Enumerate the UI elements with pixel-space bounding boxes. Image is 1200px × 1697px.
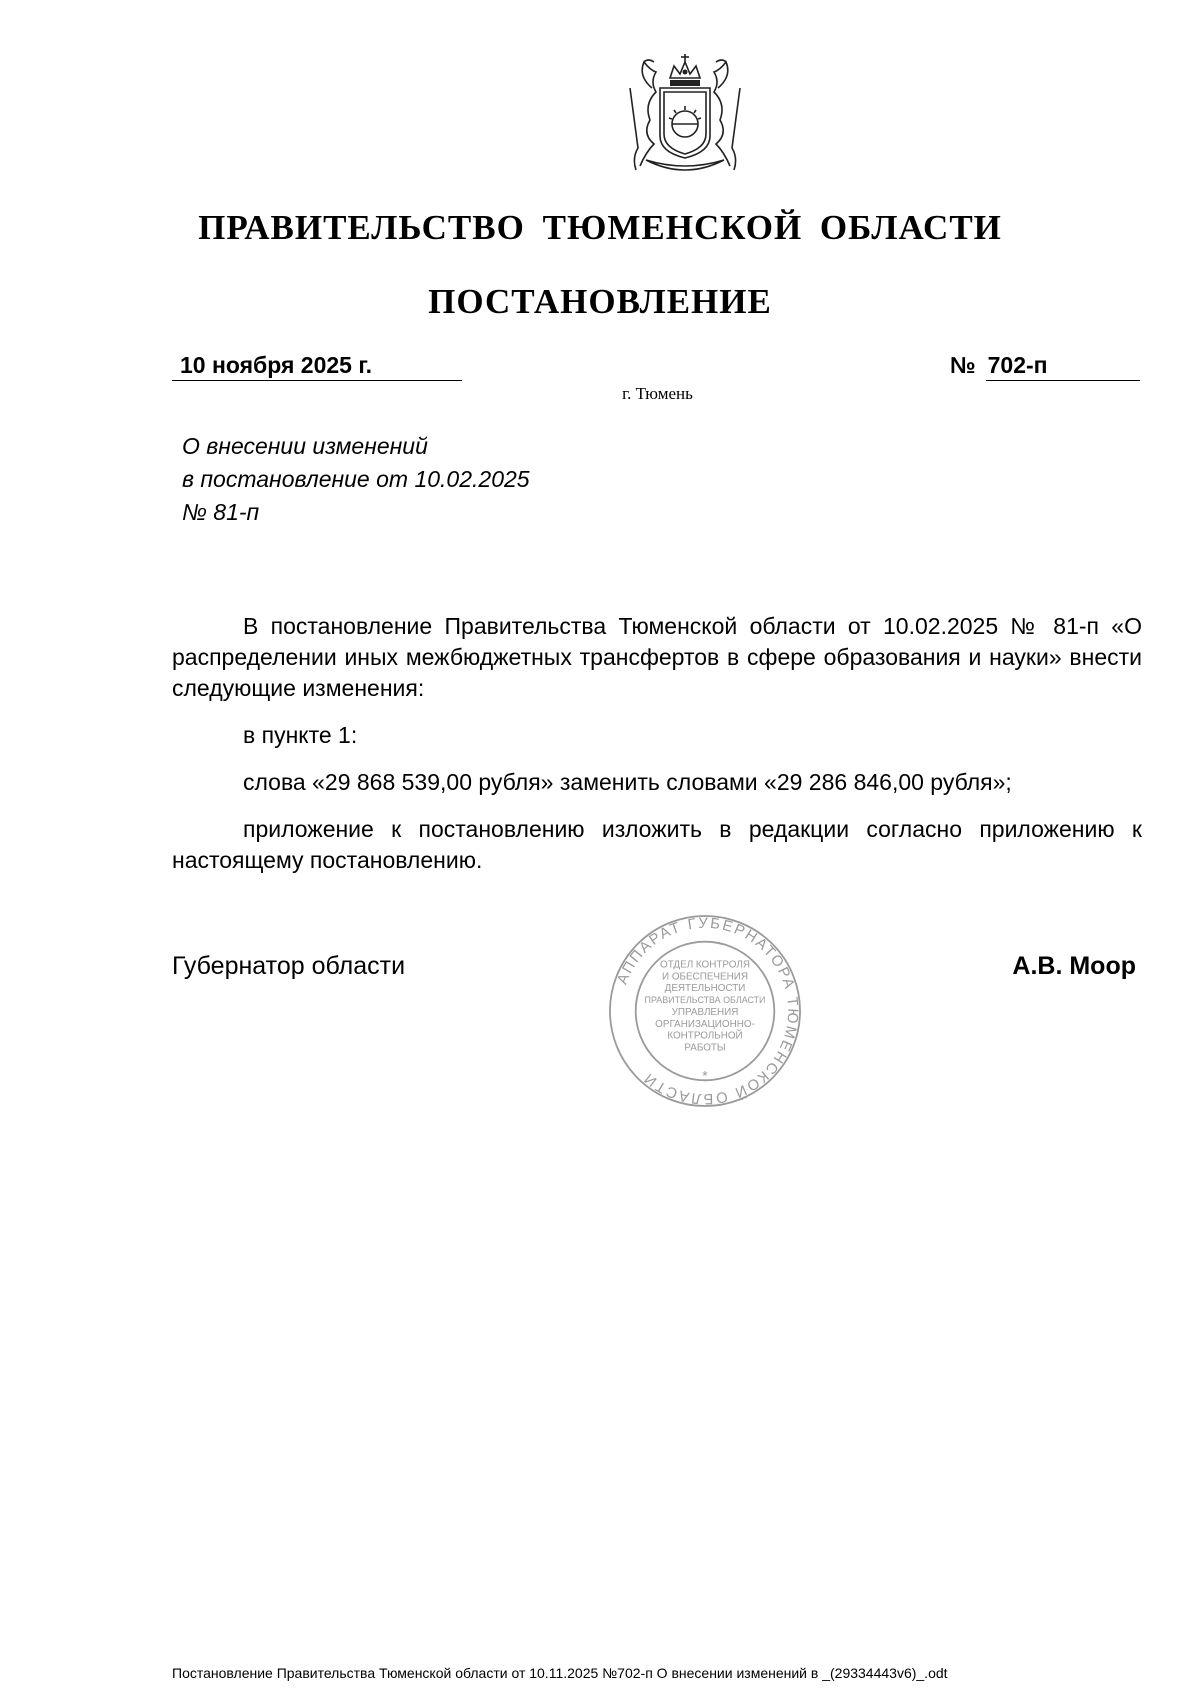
stamp-outer-text: АППАРАТ ГУБЕРНАТОРА ТЮМЕНСКОЙ ОБЛАСТИ bbox=[614, 915, 801, 1107]
document-number-field bbox=[950, 352, 1140, 381]
document-date: 10 ноября 2025 г. bbox=[172, 352, 462, 381]
stamp-inner-line: ДЕЯТЕЛЬНОСТИ bbox=[664, 983, 746, 995]
official-stamp bbox=[606, 912, 804, 1110]
subject-line: № 81-п bbox=[182, 499, 260, 525]
stamp-inner-line: ПРАВИТЕЛЬСТВА ОБЛАСТИ bbox=[644, 995, 766, 1006]
stamp-inner-line: ОТДЕЛ КОНТРОЛЯ bbox=[660, 959, 750, 971]
signer-name: А.В. Моор bbox=[1012, 952, 1136, 980]
stamp-inner-line: И ОБЕСПЕЧЕНИЯ bbox=[662, 971, 748, 983]
stamp-inner-line: УПРАВЛЕНИЯ bbox=[671, 1006, 739, 1018]
stamp-inner-line: ОРГАНИЗАЦИОННО- bbox=[655, 1018, 755, 1030]
coat-of-arms-icon bbox=[590, 48, 780, 178]
stamp-inner-line: КОНТРОЛЬНОЙ bbox=[667, 1030, 743, 1042]
government-title: ПРАВИТЕЛЬСТВО ТЮМЕНСКОЙ ОБЛАСТИ bbox=[198, 208, 1002, 247]
stamp-inner-line: РАБОТЫ bbox=[684, 1042, 726, 1054]
document-number: 702-п bbox=[986, 352, 1140, 381]
body-paragraph: приложение к постановлению изложить в редакции согласно приложению к настоящему постановлению. bbox=[172, 816, 1142, 873]
body-paragraph: в пункте 1: bbox=[243, 722, 358, 748]
subject-line: в постановление от 10.02.2025 bbox=[182, 466, 530, 492]
svg-text:*: * bbox=[702, 1067, 708, 1084]
body-paragraph: слова «29 868 539,00 рубля» заменить словами «29 286 846,00 рубля»; bbox=[243, 769, 1012, 795]
document-city: г. Тюмень bbox=[622, 384, 693, 403]
document-type-title: ПОСТАНОВЛЕНИЕ bbox=[428, 282, 772, 321]
number-sign: № bbox=[950, 352, 976, 378]
document-subject bbox=[182, 430, 530, 529]
document-footer: Постановление Правительства Тюменской области от 10.11.2025 №702-п О внесении изменений в _(29334443v6)_.odt bbox=[172, 1665, 948, 1681]
subject-line: О внесении изменений bbox=[182, 433, 428, 459]
body-paragraph: В постановление Правительства Тюменской области от 10.02.2025 № 81-п «О распределении иных межбюджетных трансфертов в сфере образования и науки» внести следующие изменения: bbox=[172, 613, 1142, 701]
document-body bbox=[172, 611, 1142, 876]
signer-title: Губернатор области bbox=[172, 952, 406, 980]
